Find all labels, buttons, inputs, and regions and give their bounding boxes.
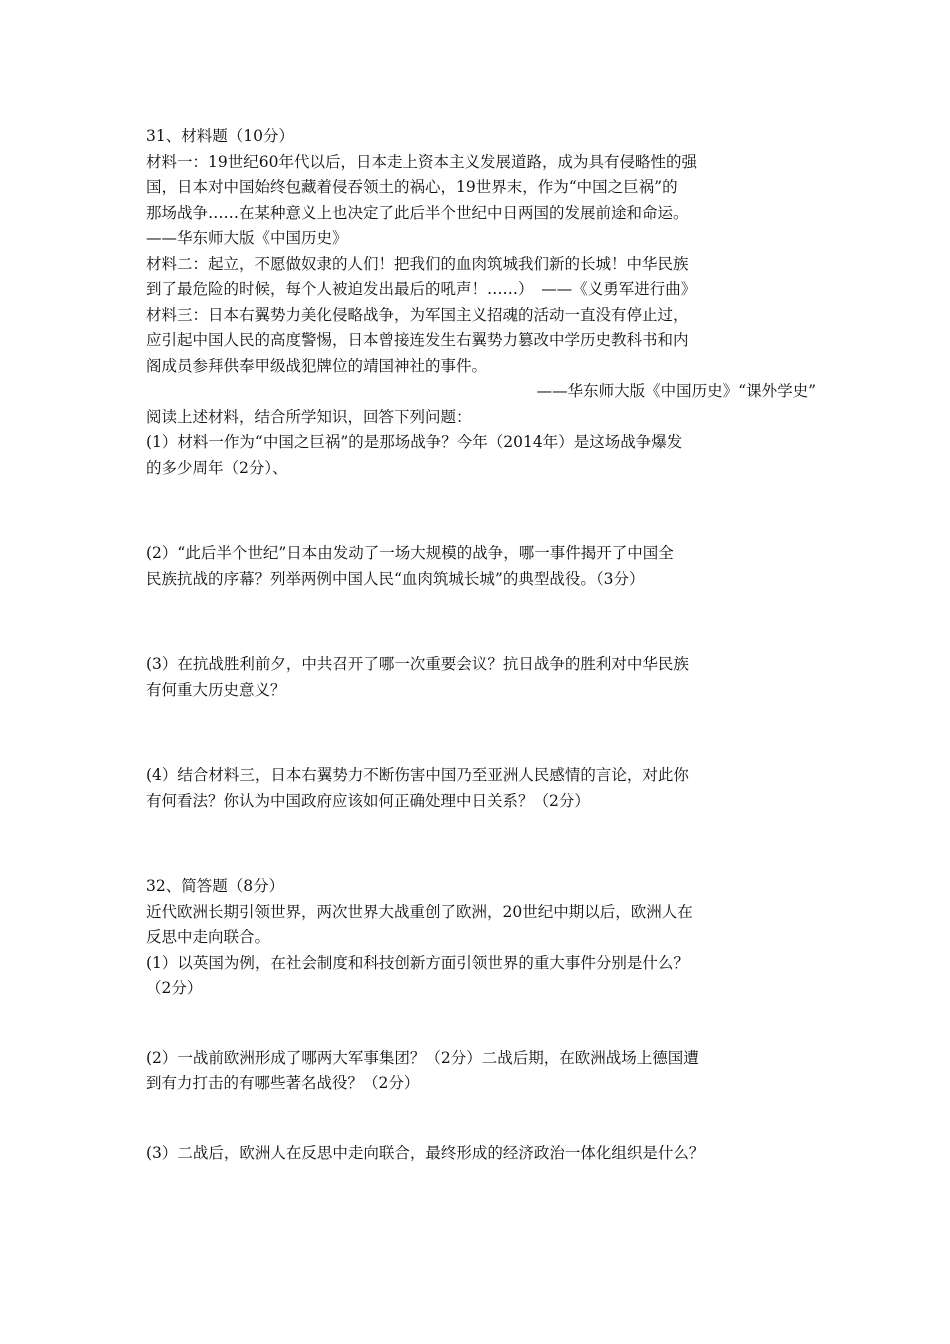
q31-material-1-line-2: 国，日本对中国始终包藏着侵吞领土的祸心，19世界末，作为“中国之巨祸”的 <box>146 178 678 196</box>
q32-intro-line-1: 近代欧洲长期引领世界，两次世界大战重创了欧洲，20世纪中期以后，欧洲人在 <box>146 902 693 921</box>
q32-part-3-line-1: (3）二战后，欧洲人在反思中走向联合，最终形成的经济政治一体化组织是什么？ <box>146 1143 705 1162</box>
q31-material-3-line-3: 阁成员参拜供奉甲级战犯牌位的靖国神社的事件。 <box>146 356 488 375</box>
answer-space <box>146 1002 816 1046</box>
q31-material-2-line-1: 材料二：起立，不愿做奴隶的人们！把我们的血肉筑城我们新的长城！中华民族 <box>146 254 689 273</box>
q31-instructions: 阅读上述材料，结合所学知识，回答下列问题： <box>146 407 472 426</box>
q31-part-4-line-1: (4）结合材料三，日本右翼势力不断伤害中国乃至亚洲人民感情的言论，对此你 <box>146 766 689 784</box>
answer-space <box>146 814 816 874</box>
q31-material-2-line-2: 到了最危险的时候，每个人被迫发出最后的吼声！……） ——《义勇军进行曲》 <box>146 280 697 298</box>
q32-title: 32、简答题（8分） <box>146 877 285 895</box>
q31-part-2-line-2: 民族抗战的序幕？列举两例中国人民“血肉筑城长城”的典型战役。（3分） <box>146 569 645 588</box>
q31-material-3-line-1: 材料三：日本右翼势力美化侵略战争，为军国主义招魂的活动一直没有停止过， <box>146 305 689 324</box>
q31-material-3-line-2: 应引起中国人民的高度警惕，日本曾接连发生右翼势力篡改中学历史教科书和内 <box>146 331 689 349</box>
q32-part-2-line-2: 到有力打击的有哪些著名战役？（2分） <box>146 1074 420 1092</box>
q31-material-1-source: ——华东师大版《中国历史》 <box>146 229 348 247</box>
q32-part-1-line-1: (1）以英国为例，在社会制度和科技创新方面引领世界的重大事件分别是什么？ <box>146 953 689 972</box>
q31-part-4-line-2: 有何看法？你认为中国政府应该如何正确处理中日关系？（2分） <box>146 791 590 810</box>
answer-space <box>146 481 816 541</box>
q31-part-1-line-1: (1）材料一作为“中国之巨祸”的是那场战争？今年（2014年）是这场战争爆发 <box>146 433 683 451</box>
q31-part-3-line-2: 有何重大历史意义？ <box>146 680 286 699</box>
answer-space <box>146 592 816 652</box>
q32-part-2-line-1: (2）一战前欧洲形成了哪两大军事集团？（2分）二战后期，在欧洲战场上德国遭 <box>146 1048 699 1067</box>
answer-space <box>146 1097 816 1141</box>
q31-material-1-line-1: 材料一：19世纪60年代以后，日本走上资本主义发展道路，成为具有侵略性的强 <box>146 152 697 171</box>
q31-material-3-source: ——华东师大版《中国历史》“课外学史” <box>536 382 816 400</box>
q32-intro-line-2: 反思中走向联合。 <box>146 928 271 946</box>
exam-page <box>146 124 816 1166</box>
q31-part-2-line-1: (2）“此后半个世纪”日本由发动了一场大规模的战争，哪一事件揭开了中国全 <box>146 544 674 562</box>
q32-part-1-line-2: （2分） <box>146 979 203 997</box>
q31-part-1-line-2: 的多少周年（2分）、 <box>146 458 288 477</box>
q31-material-1-line-3: 那场战争……在某种意义上也决定了此后半个世纪中日两国的发展前途和命运。 <box>146 203 689 222</box>
q31-title: 31、材料题（10分） <box>146 127 294 145</box>
answer-space <box>146 703 816 763</box>
q31-part-3-line-1: (3）在抗战胜利前夕，中共召开了哪一次重要会议？抗日战争的胜利对中华民族 <box>146 655 689 673</box>
